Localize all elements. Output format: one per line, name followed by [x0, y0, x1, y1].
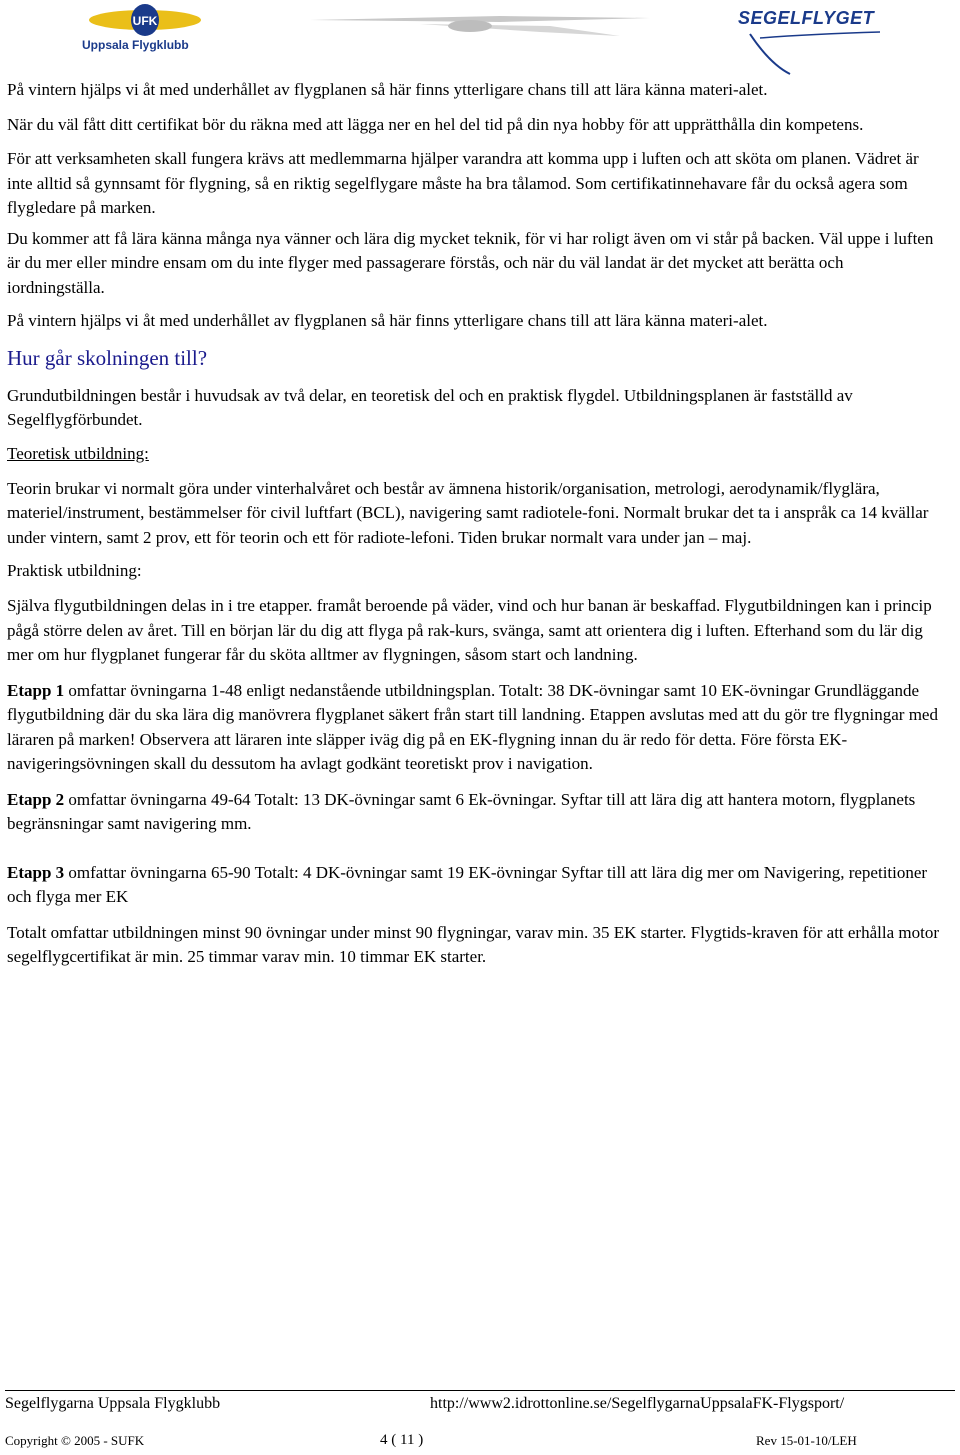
right-logo-text: SEGELFLYGET: [738, 8, 875, 28]
etapp-1-text: omfattar övningarna 1-48 enligt nedanstående utbildningsplan. Totalt: 38 DK-övningar samt 10 EK-övningar Grundläggande flygutbildning där du ska lära dig manövrera flygplanet säkert från start till landning. Etappen avslutas med att du gör tre flygningar med läraren på marken! Observera att läraren inte släpper iväg dig på en EK-flygning innan du är redo för detta. Före första EK-navigeringsövningen skall du dessutom ha avlagt godkänt teoretiskt prov i navigation.: [7, 680, 938, 773]
paragraph: Du kommer att få lära känna många nya vänner och lära dig mycket teknik, för vi har roligt även om vi står på backen. Väl uppe i luften är du mer eller mindre ensam om du inte flyger med passagerare förstås, och när du väl landat är det mycket att berätta och iordningställa.: [7, 228, 934, 297]
page-number: 4 ( 11 ): [380, 1432, 424, 1448]
etapp-3-paragraph: [7, 861, 945, 910]
paragraph: På vintern hjälps vi åt med underhållet av flygplanen så här finns ytterligare chans till att lära känna materi-alet.: [7, 311, 768, 330]
revision-label: Rev 15-01-10/LEH: [756, 1433, 857, 1448]
etapp-3-label: Etapp 3: [7, 862, 65, 882]
glider-image: [300, 6, 660, 54]
left-logo-text: Uppsala Flygklubb: [82, 38, 189, 52]
footer-divider: [5, 1390, 955, 1391]
svg-text:UFK: UFK: [132, 14, 158, 28]
etapp-2-paragraph: [7, 788, 945, 837]
footer-copyright: Copyright © 2005 - SUFK: [5, 1433, 145, 1448]
etapp-3-text: omfattar övningarna 65-90 Totalt: 4 DK-övningar samt 19 EK-övningar Syftar till att lära dig mer om Navigering, repetitioner och flyga mer EK: [7, 862, 928, 906]
footer-org: Segelflygarna Uppsala Flygklubb: [5, 1395, 221, 1412]
paragraph: På vintern hjälps vi åt med underhållet av flygplanen så här finns ytterligare chans till att lära känna materi-alet.: [7, 80, 768, 99]
paragraph: Själva flygutbildningen delas in i tre etapper. framåt beroende på väder, vind och hur banan är beskaffad. Flygutbildningen kan i princip pågå större delen av året. Till en början lär du dig att flyga på rak-kurs, svänga, samt att orientera dig i luften. Efterhand som du lär dig mer om hur flygplanet fungerar får du sköta alltmer av flygningen, såsom start och landning.: [7, 596, 932, 664]
etapp-1-paragraph: [7, 679, 945, 777]
etapp-1-label: Etapp 1: [7, 680, 65, 700]
paragraph: Teorin brukar vi normalt göra under vinterhalvåret och består av ämnena historik/organisation, metrologi, aerodynamik/flyglära, materiel/instrument, bestämmelser för civil luftfart (BCL), navigering samt radiotele-foni. Normalt brukar det ta i anspråk ca 14 kvällar under vintern, samt 2 prov, ett för teorin och ett för radiote-lefoni. Tiden brukar normalt vara under jan – maj.: [7, 478, 929, 547]
paragraph: Grundutbildningen består i huvudsak av två delar, en teoretisk del och en praktisk flygdel. Utbildningsplanen är fastställd av Segelflygförbundet.: [7, 385, 853, 429]
subheading-praktisk: Praktisk utbildning:: [7, 561, 142, 580]
etapp-2-label: Etapp 2: [7, 789, 65, 809]
etapp-2-text: omfattar övningarna 49-64 Totalt: 13 DK-övningar samt 6 Ek-övningar. Syftar till att lära dig att hantera motorn, flygplanets begränsningar samt navigering mm.: [7, 789, 916, 833]
footer-url-link[interactable]: http://www2.idrottonline.se/SegelflygarnaUppsalaFK-Flygsport/: [430, 1395, 845, 1412]
paragraph: När du väl fått ditt certifikat bör du räkna med att lägga ner en hel del tid på din nya hobby för att upprätthålla din kompetens.: [7, 114, 864, 134]
paragraph: Totalt omfattar utbildningen minst 90 övningar under minst 90 flygningar, varav min. 35 EK starter. Flygtids-kraven för att erhålla motor segelflygcertifikat är min. 25 timmar varav min. 10 timmar EK starter.: [7, 922, 939, 966]
subheading-teoretisk: Teoretisk utbildning:: [7, 443, 149, 463]
paragraph: För att verksamheten skall fungera krävs att medlemmarna hjälper varandra att komma upp i luften och att sköta om planen. Vädret är inte alltid så gynnsamt för flygning, så en riktig segelflygare måste ha bra tålamod. Som certifikatinnehavare får du också agera som flygledare på marken.: [7, 149, 919, 217]
document-body: [7, 78, 945, 979]
section-heading: Hur går skolningen till?: [7, 345, 208, 370]
page-header: [0, 0, 960, 78]
